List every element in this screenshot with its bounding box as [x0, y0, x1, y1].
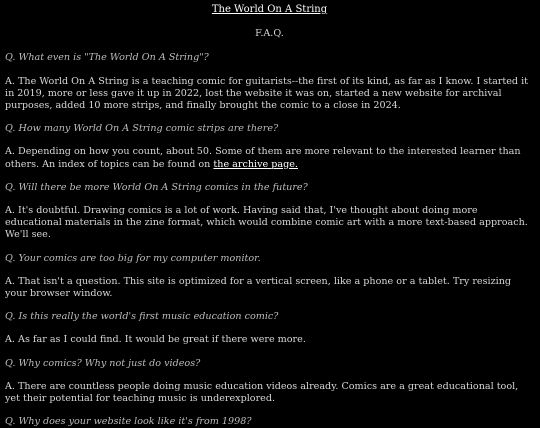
site-title-link[interactable]: The World On A String [211, 4, 328, 15]
faq-item [5, 416, 534, 428]
faq-question: Q. Your comics are too big for my computer monitor. [5, 252, 261, 264]
faq-item [5, 253, 534, 301]
faq-answer: A. There are countless people doing music education videos already. Comics are a great educational tool, yet their potential for teaching music is underexplored. [5, 380, 519, 405]
faq-question: Q. Why comics? Why not just do videos? [5, 357, 201, 369]
faq-question: Q. Why does your website look like it's from 1998? [5, 416, 252, 428]
faq-item [5, 123, 534, 171]
faq-question: Q. Is this really the world's first music education comic? [5, 311, 279, 323]
faq-answer: A. As far as I could find. It would be great if there were more. [5, 334, 306, 346]
faq-item [5, 182, 534, 242]
archive-page-link[interactable]: the archive page. [213, 158, 298, 170]
page-subtitle: F.A.Q. [255, 28, 284, 40]
faq-answer: A. It's doubtful. Drawing comics is a lot of work. Having said that, I've thought about doing more educational materials in the zine format, which would combine comic art with a more text-based approach. We'll see. [5, 205, 528, 241]
faq-answer: A. That isn't a question. This site is optimized for a vertical screen, like a phone or a tablet. Try resizing your browser window. [5, 275, 512, 300]
faq-question: Q. How many World On A String comic strips are there? [5, 123, 279, 135]
faq-answer-text: A. Depending on how you count, about 50. Some of them are more relevant to the interested learner than others. An index of topics can be found on [5, 146, 521, 170]
faq-question: Q. Will there be more World On A String comics in the future? [5, 181, 308, 193]
faq-answer: A. The World On A String is a teaching comic for guitarists--the first of its kind, as far as I know. I started it in 2019, more or less gave it up in 2022, lost the website it was on, started a new website for archival purposes, added 10 more strips, and finally brought the comic to a close in 2024. [5, 75, 529, 112]
faq-answer [5, 146, 534, 170]
faq-item [5, 311, 534, 346]
site-title [5, 4, 534, 16]
faq-item [5, 52, 534, 112]
faq-item [5, 358, 534, 406]
faq-question: Q. What even is "The World On A String"? [5, 52, 209, 64]
